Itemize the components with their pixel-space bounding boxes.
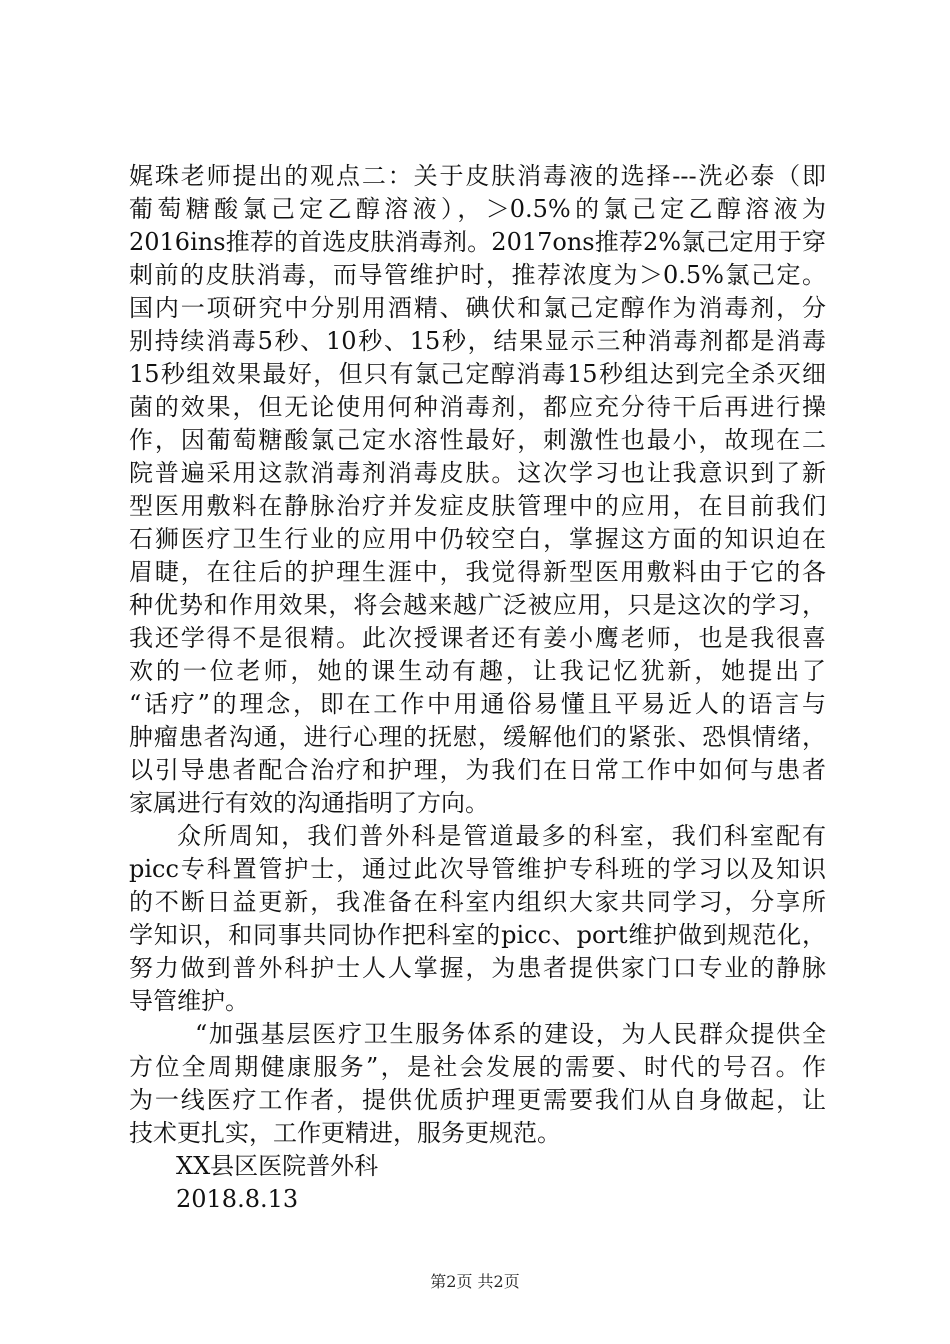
- signature-block: [129, 1150, 826, 1216]
- text-line: 欢的一位老师，她的课生动有趣，让我记忆犹新，她提出了: [129, 657, 826, 685]
- text-line: 以引导患者配合治疗和护理，为我们在日常工作中如何与患者: [129, 756, 826, 784]
- text-line: 种优势和作用效果，将会越来越广泛被应用，只是这次的学习，: [129, 591, 826, 619]
- text-line: 菌的效果，但无论使用何种消毒剂，都应充分待干后再进行操: [129, 393, 826, 421]
- text-line: 家属进行有效的沟通指明了方向。: [129, 789, 489, 817]
- text-line: 导管维护。: [129, 987, 249, 1015]
- paragraph-3: [129, 1018, 826, 1150]
- text-line: 努力做到普外科护士人人掌握，为患者提供家门口专业的静脉: [129, 954, 826, 982]
- paragraph-1: [129, 160, 826, 820]
- text-line: 肿瘤患者沟通，进行心理的抚慰，缓解他们的紧张、恐惧情绪，: [129, 723, 826, 751]
- text-line: 国内一项研究中分别用酒精、碘伏和氯己定醇作为消毒剂，分: [129, 294, 826, 322]
- text-line: 娓珠老师提出的观点二：关于皮肤消毒液的选择---洗必泰（即: [129, 162, 826, 190]
- text-line: 技术更扎实，工作更精进，服务更规范。: [129, 1119, 561, 1147]
- text-line: 的不断日益更新，我准备在科室内组织大家共同学习，分享所: [129, 888, 826, 916]
- text-line: “话疗”的理念，即在工作中用通俗易懂且平易近人的语言与: [129, 690, 826, 718]
- text-line: 别持续消毒5秒、10秒、15秒，结果显示三种消毒剂都是消毒: [129, 327, 826, 355]
- signature-date: 2018.8.13: [176, 1185, 299, 1213]
- text-line: 作，因葡萄糖酸氯己定水溶性最好，刺激性也最小，故现在二: [129, 426, 826, 454]
- paragraph-2: [129, 820, 826, 1018]
- text-line: 葡萄糖酸氯己定乙醇溶液），＞0.5%的氯己定乙醇溶液为: [129, 195, 826, 223]
- document-body: [129, 160, 826, 1216]
- text-line: 学知识，和同事共同协作把科室的picc、port维护做到规范化，: [129, 921, 826, 949]
- text-line: 15秒组效果最好，但只有氯己定醇消毒15秒组达到完全杀灭细: [129, 360, 826, 388]
- text-line: 2016ins推荐的首选皮肤消毒剂。2017ons推荐2%氯己定用于穿: [129, 228, 826, 256]
- signature-organization: XX县区医院普外科: [176, 1152, 379, 1180]
- text-line: 刺前的皮肤消毒，而导管维护时，推荐浓度为＞0.5%氯己定。: [129, 261, 826, 289]
- page-footer: [0, 1272, 950, 1292]
- text-line: 我还学得不是很精。此次授课者还有姜小鹰老师，也是我很喜: [129, 624, 826, 652]
- page-number-label: 第2页 共2页: [430, 1272, 520, 1291]
- text-line: 院普遍采用这款消毒剂消毒皮肤。这次学习也让我意识到了新: [129, 459, 826, 487]
- text-line: 石狮医疗卫生行业的应用中仍较空白，掌握这方面的知识迫在: [129, 525, 826, 553]
- text-line: 方位全周期健康服务”，是社会发展的需要、时代的号召。作: [129, 1053, 826, 1081]
- text-line: 型医用敷料在静脉治疗并发症皮肤管理中的应用，在目前我们: [129, 492, 826, 520]
- text-line: “加强基层医疗卫生服务体系的建设，为人民群众提供全: [195, 1020, 826, 1048]
- text-line: picc专科置管护士，通过此次导管维护专科班的学习以及知识: [129, 855, 826, 883]
- text-line: 为一线医疗工作者，提供优质护理更需要我们从自身做起，让: [129, 1086, 826, 1114]
- text-line: 众所周知，我们普外科是管道最多的科室，我们科室配有: [177, 822, 826, 850]
- text-line: 眉睫，在往后的护理生涯中，我觉得新型医用敷料由于它的各: [129, 558, 826, 586]
